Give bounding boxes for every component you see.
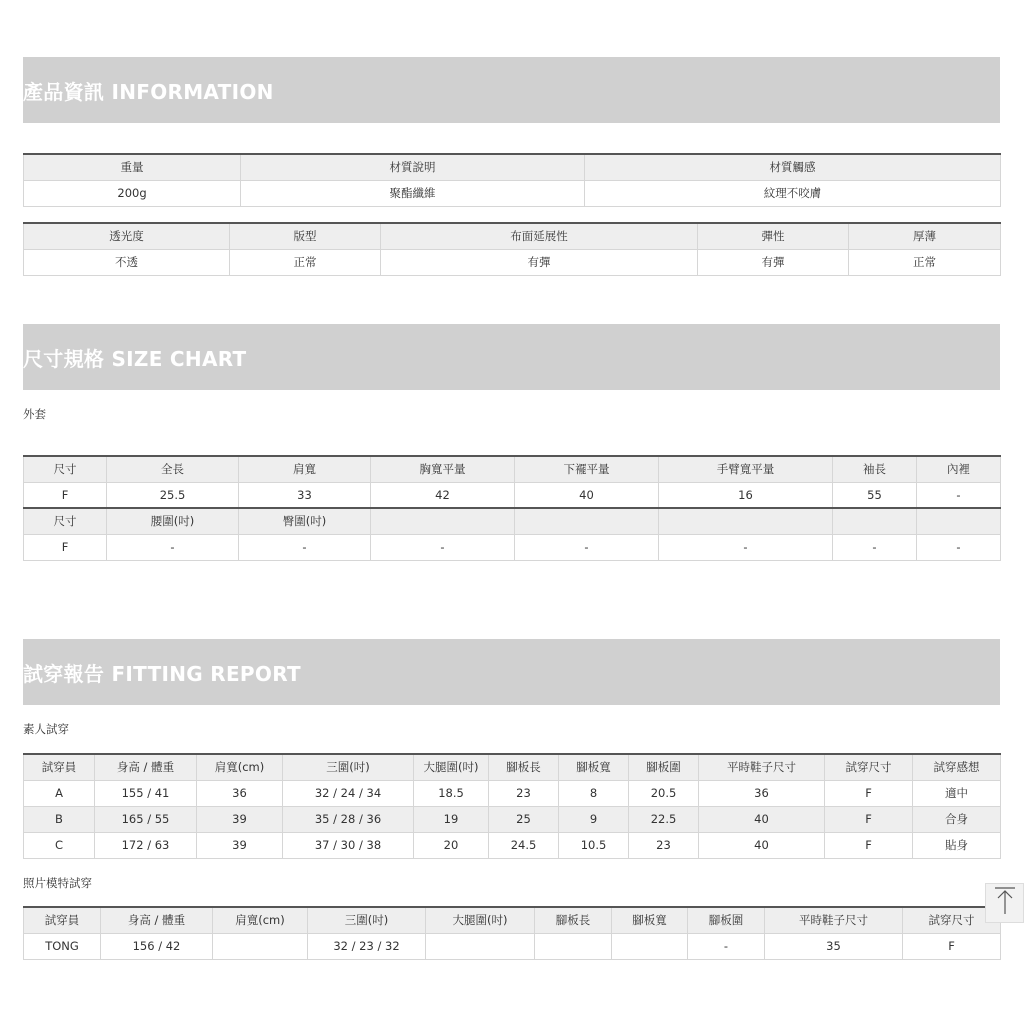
header-cell: 內裡 xyxy=(917,456,1001,482)
table-cell: 40 xyxy=(515,482,659,508)
amateur-fitting-table xyxy=(23,753,1001,859)
size-chart-header xyxy=(23,324,1000,390)
table-cell: - xyxy=(917,534,1001,560)
header-cell: 材質觸感 xyxy=(585,154,1001,180)
table-cell: 正常 xyxy=(849,249,1001,275)
table-cell: 聚酯纖維 xyxy=(241,180,585,206)
information-table-2 xyxy=(23,222,1001,276)
table-row xyxy=(24,534,1001,560)
table-cell: 155 / 41 xyxy=(95,780,197,806)
table-row xyxy=(24,933,1001,959)
table-header-row xyxy=(24,456,1001,482)
table-cell: 合身 xyxy=(913,806,1001,832)
table-cell: F xyxy=(24,534,107,560)
header-cell: 平時鞋子尺寸 xyxy=(765,907,903,933)
table-cell: - xyxy=(107,534,239,560)
table-cell: 9 xyxy=(559,806,629,832)
header-cell xyxy=(515,508,659,534)
table-cell: 40 xyxy=(699,832,825,858)
table-cell: 36 xyxy=(699,780,825,806)
header-cell: 身高 / 體重 xyxy=(101,907,213,933)
table-cell: - xyxy=(833,534,917,560)
table-cell: - xyxy=(917,482,1001,508)
table-cell: 18.5 xyxy=(414,780,489,806)
table-header-row xyxy=(24,223,1001,249)
header-cell: 三圍(吋) xyxy=(283,754,414,780)
table-cell xyxy=(426,933,535,959)
header-cell: 重量 xyxy=(24,154,241,180)
table-cell: C xyxy=(24,832,95,858)
header-cell: 胸寬平量 xyxy=(371,456,515,482)
table-cell: F xyxy=(903,933,1001,959)
table-cell: 19 xyxy=(414,806,489,832)
header-cell: 材質說明 xyxy=(241,154,585,180)
table-cell: 39 xyxy=(197,806,283,832)
table-cell: 20.5 xyxy=(629,780,699,806)
table-cell: F xyxy=(825,780,913,806)
header-cell: 腳板圍 xyxy=(688,907,765,933)
header-cell: 透光度 xyxy=(24,223,230,249)
table-cell: 23 xyxy=(629,832,699,858)
table-cell xyxy=(213,933,308,959)
information-title: 產品資訊 INFORMATION xyxy=(23,79,274,104)
table-cell: 39 xyxy=(197,832,283,858)
header-cell: 腳板寬 xyxy=(559,754,629,780)
size-chart-title: 尺寸規格 SIZE CHART xyxy=(23,346,247,371)
table-cell: 200g xyxy=(24,180,241,206)
table-cell: 172 / 63 xyxy=(95,832,197,858)
header-cell: 尺寸 xyxy=(24,456,107,482)
table-cell: - xyxy=(239,534,371,560)
table-cell: 10.5 xyxy=(559,832,629,858)
table-cell: 23 xyxy=(489,780,559,806)
table-header-row xyxy=(24,754,1001,780)
table-cell: 36 xyxy=(197,780,283,806)
header-cell: 平時鞋子尺寸 xyxy=(699,754,825,780)
table-cell: 40 xyxy=(699,806,825,832)
amateur-fitting-label: 素人試穿 xyxy=(23,722,69,736)
table-cell xyxy=(535,933,612,959)
header-cell: 大腿圍(吋) xyxy=(414,754,489,780)
back-to-top-button[interactable] xyxy=(985,883,1024,923)
header-cell: 身高 / 體重 xyxy=(95,754,197,780)
table-row xyxy=(24,249,1001,275)
header-cell: 腰圍(吋) xyxy=(107,508,239,534)
header-cell xyxy=(917,508,1001,534)
header-cell: 厚薄 xyxy=(849,223,1001,249)
header-cell: 肩寬(cm) xyxy=(213,907,308,933)
information-header xyxy=(23,57,1000,123)
header-cell: 肩寬(cm) xyxy=(197,754,283,780)
header-cell: 彈性 xyxy=(698,223,849,249)
header-cell: 大腿圍(吋) xyxy=(426,907,535,933)
table-cell: F xyxy=(825,806,913,832)
table-cell: 35 / 28 / 36 xyxy=(283,806,414,832)
header-cell xyxy=(371,508,515,534)
header-cell: 臀圍(吋) xyxy=(239,508,371,534)
header-cell: 全長 xyxy=(107,456,239,482)
header-cell: 試穿尺寸 xyxy=(825,754,913,780)
table-cell: 不透 xyxy=(24,249,230,275)
table-cell: F xyxy=(24,482,107,508)
table-cell: 165 / 55 xyxy=(95,806,197,832)
table-cell: - xyxy=(688,933,765,959)
table-header-row xyxy=(24,907,1001,933)
table-cell: B xyxy=(24,806,95,832)
header-cell: 試穿員 xyxy=(24,754,95,780)
header-cell: 腳板長 xyxy=(535,907,612,933)
table-cell xyxy=(612,933,688,959)
model-fitting-label: 照片模特試穿 xyxy=(23,876,92,890)
table-cell: 有彈 xyxy=(381,249,698,275)
arrow-up-icon xyxy=(993,885,1017,921)
header-cell: 下襬平量 xyxy=(515,456,659,482)
table-cell: A xyxy=(24,780,95,806)
size-chart-category: 外套 xyxy=(23,407,46,421)
information-table-1 xyxy=(23,153,1001,207)
table-cell: 適中 xyxy=(913,780,1001,806)
table-cell: - xyxy=(659,534,833,560)
header-cell: 肩寬 xyxy=(239,456,371,482)
header-cell: 布面延展性 xyxy=(381,223,698,249)
header-cell xyxy=(833,508,917,534)
table-cell: 33 xyxy=(239,482,371,508)
table-header-row xyxy=(24,154,1001,180)
table-cell: 25.5 xyxy=(107,482,239,508)
model-fitting-table xyxy=(23,906,1001,960)
table-cell: 156 / 42 xyxy=(101,933,213,959)
size-chart-table xyxy=(23,455,1001,561)
header-cell: 尺寸 xyxy=(24,508,107,534)
table-cell: TONG xyxy=(24,933,101,959)
table-cell: 32 / 23 / 32 xyxy=(308,933,426,959)
header-cell: 腳板寬 xyxy=(612,907,688,933)
table-cell: 42 xyxy=(371,482,515,508)
table-cell: 8 xyxy=(559,780,629,806)
fitting-report-title: 試穿報告 FITTING REPORT xyxy=(23,661,301,686)
table-row xyxy=(24,482,1001,508)
header-cell: 試穿員 xyxy=(24,907,101,933)
header-cell: 袖長 xyxy=(833,456,917,482)
table-cell: 25 xyxy=(489,806,559,832)
table-cell: F xyxy=(825,832,913,858)
table-cell: 24.5 xyxy=(489,832,559,858)
header-cell: 三圍(吋) xyxy=(308,907,426,933)
table-cell: 貼身 xyxy=(913,832,1001,858)
table-cell: 正常 xyxy=(230,249,381,275)
table-header-row xyxy=(24,508,1001,534)
table-row xyxy=(24,180,1001,206)
table-cell: 35 xyxy=(765,933,903,959)
table-cell: 55 xyxy=(833,482,917,508)
table-cell: - xyxy=(515,534,659,560)
header-cell: 試穿尺寸 xyxy=(903,907,1001,933)
table-row xyxy=(24,780,1001,806)
header-cell xyxy=(659,508,833,534)
table-cell: 20 xyxy=(414,832,489,858)
fitting-report-header xyxy=(23,639,1000,705)
table-cell: - xyxy=(371,534,515,560)
table-cell: 16 xyxy=(659,482,833,508)
header-cell: 試穿感想 xyxy=(913,754,1001,780)
header-cell: 腳板圍 xyxy=(629,754,699,780)
table-row xyxy=(24,832,1001,858)
table-row xyxy=(24,806,1001,832)
header-cell: 腳板長 xyxy=(489,754,559,780)
header-cell: 版型 xyxy=(230,223,381,249)
table-cell: 紋理不咬膚 xyxy=(585,180,1001,206)
header-cell: 手臂寬平量 xyxy=(659,456,833,482)
table-cell: 37 / 30 / 38 xyxy=(283,832,414,858)
table-cell: 有彈 xyxy=(698,249,849,275)
table-cell: 22.5 xyxy=(629,806,699,832)
table-cell: 32 / 24 / 34 xyxy=(283,780,414,806)
